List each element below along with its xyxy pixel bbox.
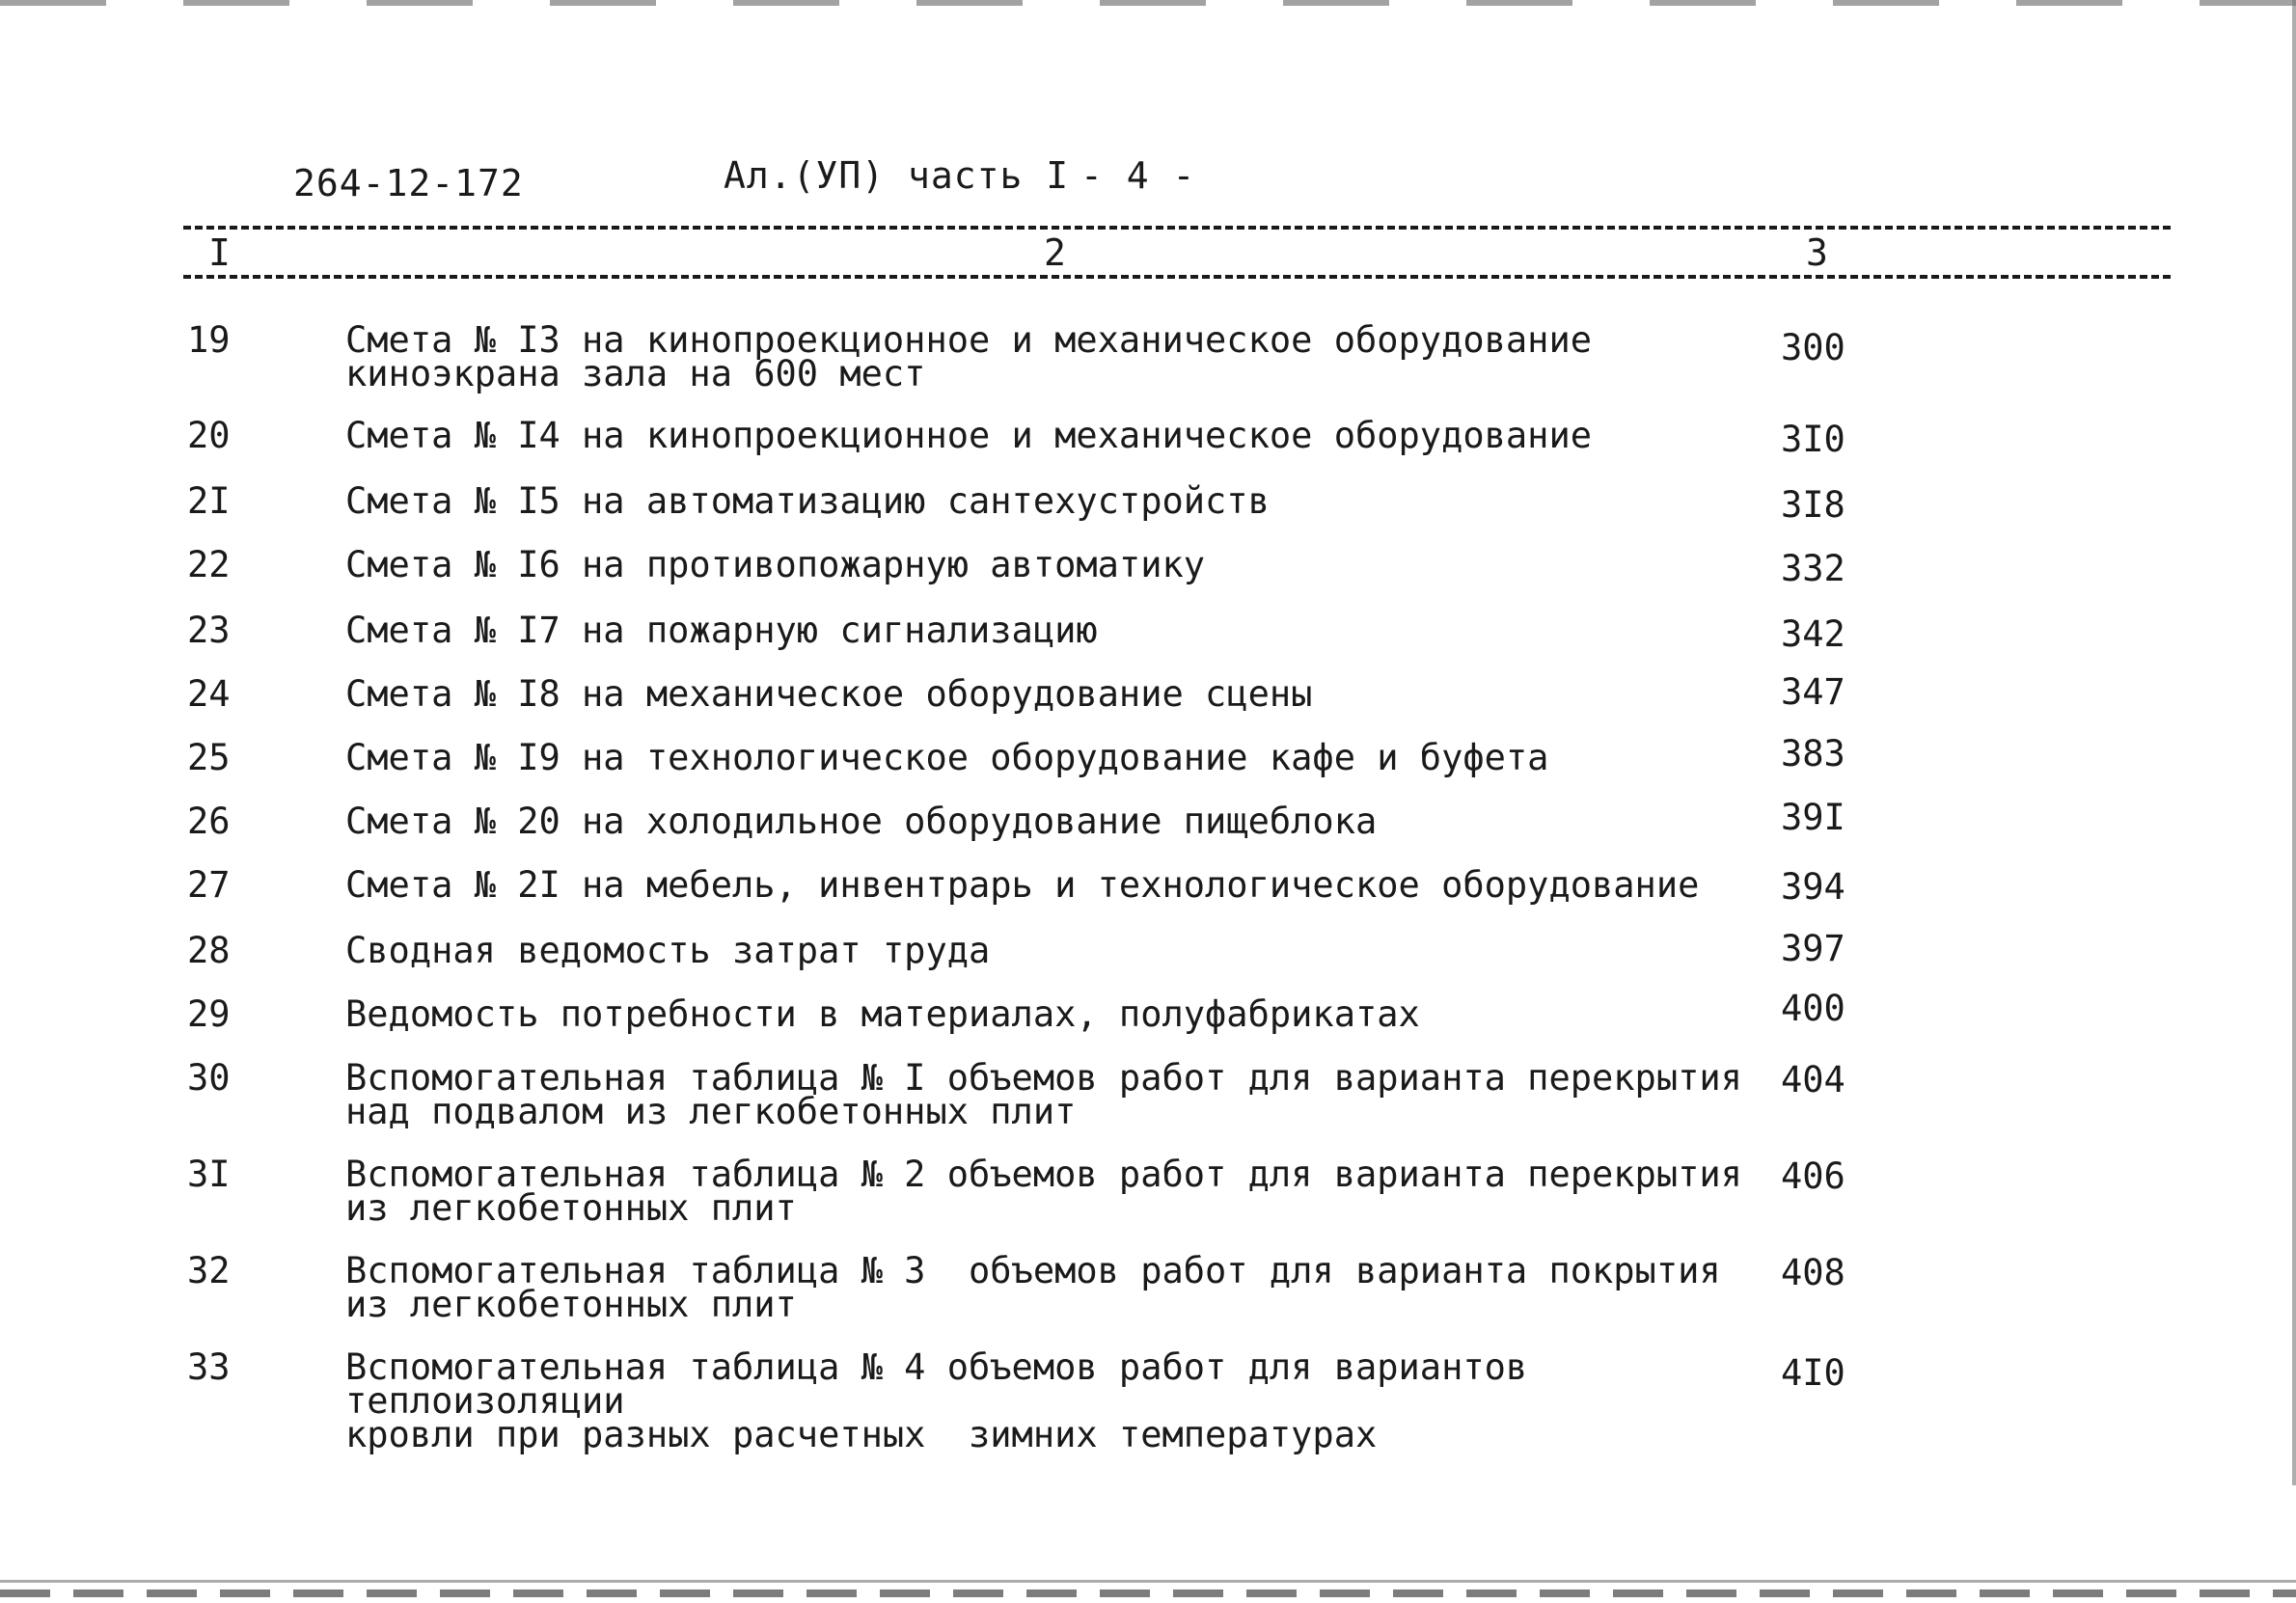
row-page: 342 bbox=[1781, 613, 1845, 655]
page-number: - 4 - bbox=[1080, 154, 1196, 197]
row-page: 3I8 bbox=[1781, 484, 1845, 526]
document-part: Ал.(УП) часть I bbox=[724, 154, 1070, 197]
scan-edge-right bbox=[2292, 0, 2296, 1485]
row-description: Вспомогательная таблица № 4 объемов работ для вариантов теплоизоляции кровли при разных расчетных зимних температурах bbox=[345, 1346, 1528, 1455]
scan-edge-bottom bbox=[0, 1589, 2296, 1597]
row-number: 30 bbox=[187, 1057, 231, 1099]
row-number: 27 bbox=[187, 864, 231, 906]
row-description: Смета № I6 на противопожарную автоматику bbox=[345, 544, 1206, 585]
row-page: 3I0 bbox=[1781, 419, 1845, 460]
scan-edge-top bbox=[0, 0, 2296, 6]
row-number: 23 bbox=[187, 610, 231, 651]
column-number-2: 2 bbox=[1040, 231, 1070, 274]
row-page: 4I0 bbox=[1781, 1352, 1845, 1394]
row-description: Сводная ведомость затрат труда bbox=[345, 930, 991, 971]
scan-edge-bottom-line bbox=[0, 1580, 2296, 1583]
row-number: 33 bbox=[187, 1346, 231, 1388]
row-page: 39I bbox=[1781, 797, 1845, 838]
row-page: 347 bbox=[1781, 671, 1845, 713]
row-page: 332 bbox=[1781, 548, 1845, 589]
row-number: 24 bbox=[187, 673, 231, 715]
row-description: Смета № 20 на холодильное оборудование пищеблока bbox=[345, 801, 1378, 842]
row-number: 20 bbox=[187, 415, 231, 456]
row-description: Смета № I8 на механическое оборудование сцены bbox=[345, 673, 1313, 715]
row-page: 397 bbox=[1781, 928, 1845, 969]
row-page: 394 bbox=[1781, 866, 1845, 908]
row-page: 404 bbox=[1781, 1059, 1845, 1100]
row-description: Смета № I7 на пожарную сигнализацию bbox=[345, 610, 1098, 651]
row-description: Вспомогательная таблица № 2 объемов работ для варианта перекрытия из легкобетонных плит bbox=[345, 1154, 1742, 1229]
header-rule-top bbox=[183, 226, 2171, 230]
column-number-3: 3 bbox=[1802, 231, 1832, 274]
column-number-1: I bbox=[205, 231, 234, 274]
row-number: 26 bbox=[187, 801, 231, 842]
row-description: Вспомогательная таблица № I объемов работ для варианта перекрытия над подвалом из легкобетонных плит bbox=[345, 1057, 1742, 1132]
row-number: 22 bbox=[187, 544, 231, 585]
row-number: 2I bbox=[187, 480, 231, 522]
row-description: Смета № I3 на кинопроекционное и механическое оборудование киноэкрана зала на 600 мест bbox=[345, 319, 1593, 394]
row-number: 32 bbox=[187, 1250, 231, 1291]
document-code: 264-12-172 bbox=[293, 162, 524, 204]
row-number: 25 bbox=[187, 737, 231, 778]
row-number: 3I bbox=[187, 1154, 231, 1195]
row-page: 300 bbox=[1781, 327, 1845, 368]
row-page: 406 bbox=[1781, 1155, 1845, 1197]
header-rule-bottom bbox=[183, 275, 2171, 279]
row-description: Вспомогательная таблица № 3 объемов работ для варианта покрытия из легкобетонных плит bbox=[345, 1250, 1721, 1325]
row-description: Ведомость потребности в материалах, полуфабрикатах bbox=[345, 993, 1420, 1035]
row-number: 19 bbox=[187, 319, 231, 361]
row-description: Смета № I5 на автоматизацию сантехустройств bbox=[345, 480, 1270, 522]
row-number: 28 bbox=[187, 930, 231, 971]
row-description: Смета № I9 на технологическое оборудование кафе и буфета bbox=[345, 737, 1549, 778]
row-description: Смета № I4 на кинопроекционное и механическое оборудование bbox=[345, 415, 1593, 456]
row-page: 400 bbox=[1781, 988, 1845, 1029]
row-number: 29 bbox=[187, 993, 231, 1035]
row-description: Смета № 2I на мебель, инвентрарь и технологическое оборудование bbox=[345, 864, 1700, 906]
row-page: 383 bbox=[1781, 733, 1845, 774]
row-page: 408 bbox=[1781, 1252, 1845, 1293]
